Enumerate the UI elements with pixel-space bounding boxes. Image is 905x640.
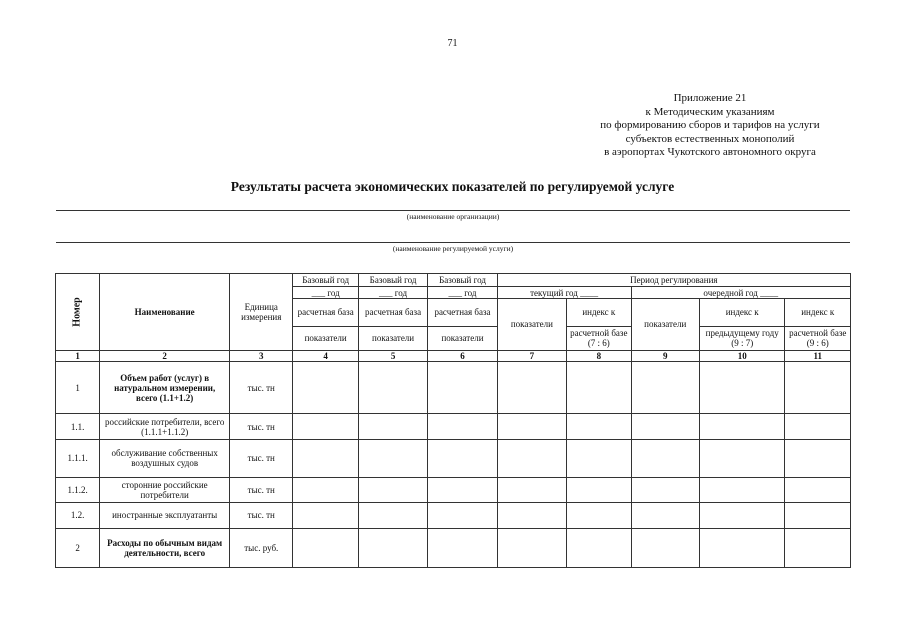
appendix-line: к Методическим указаниям xyxy=(645,105,775,118)
table-row xyxy=(56,414,851,439)
row-name: иностранные эксплуатанты xyxy=(100,503,230,528)
organization-line xyxy=(56,210,850,211)
data-cell xyxy=(358,478,427,503)
data-cell xyxy=(428,528,497,567)
row-unit: тыс. тн xyxy=(230,361,293,414)
data-cell xyxy=(567,414,631,439)
appendix-line: субъектов естественных монополий xyxy=(625,132,795,145)
data-cell xyxy=(293,439,358,477)
data-cell xyxy=(631,439,699,477)
data-cell xyxy=(358,414,427,439)
data-cell xyxy=(358,361,427,414)
data-cell xyxy=(699,414,785,439)
header-calc-base: расчетная база xyxy=(293,299,358,326)
data-cell xyxy=(293,503,358,528)
data-cell xyxy=(699,528,785,567)
column-number: 5 xyxy=(358,350,427,361)
table-row xyxy=(56,439,851,477)
appendix-line: Приложение 21 xyxy=(673,92,747,104)
header-current-year: текущий год ____ xyxy=(497,287,631,299)
header-calc-base: расчетная база xyxy=(428,299,497,326)
row-name: обслуживание собственных воздушных судов xyxy=(100,439,230,477)
header-regulation-period: Период регулирования xyxy=(497,274,850,287)
column-number: 9 xyxy=(631,350,699,361)
column-number: 6 xyxy=(428,350,497,361)
row-unit: тыс. тн xyxy=(230,439,293,477)
header-indicators: показатели xyxy=(358,326,427,350)
data-cell xyxy=(699,478,785,503)
header-calc-base-7-6: расчетной базе (7 : 6) xyxy=(567,326,631,350)
column-number: 2 xyxy=(100,350,230,361)
data-cell xyxy=(293,361,358,414)
data-cell xyxy=(428,414,497,439)
data-cell xyxy=(497,503,566,528)
header-number: Номер xyxy=(56,274,100,351)
header-calc-base-9-6: расчетной базе (9 : 6) xyxy=(785,326,851,350)
header-base-year: Базовый год xyxy=(428,274,497,287)
data-cell xyxy=(699,439,785,477)
data-cell xyxy=(785,528,851,567)
data-cell xyxy=(699,361,785,414)
data-cell xyxy=(631,528,699,567)
row-number: 1.1.2. xyxy=(56,478,100,503)
data-cell xyxy=(785,503,851,528)
header-index-k: индекс к xyxy=(567,299,631,326)
data-cell xyxy=(428,478,497,503)
results-table xyxy=(55,273,851,568)
row-unit: тыс. тн xyxy=(230,478,293,503)
data-cell xyxy=(567,439,631,477)
data-cell xyxy=(497,414,566,439)
row-number: 1.1. xyxy=(56,414,100,439)
appendix-line: в аэропортах Чукотского автономного округа xyxy=(604,146,816,158)
header-next-year: очередной год ____ xyxy=(631,287,850,299)
data-cell xyxy=(785,414,851,439)
data-cell xyxy=(785,361,851,414)
data-cell xyxy=(358,528,427,567)
header-indicators: показатели xyxy=(293,326,358,350)
table-row xyxy=(56,503,851,528)
data-cell xyxy=(293,414,358,439)
row-name: Расходы по обычным видам деятельности, всего xyxy=(100,528,230,567)
appendix-line: по формированию сборов и тарифов на услуги xyxy=(600,119,820,131)
data-cell xyxy=(428,503,497,528)
column-number: 11 xyxy=(785,350,851,361)
header-unit: Единица измерения xyxy=(230,274,293,351)
page-number: 71 xyxy=(447,38,458,49)
row-name: российские потребители, всего (1.1.1+1.1.2) xyxy=(100,414,230,439)
service-line xyxy=(56,242,850,243)
header-base-year-value: ___ год xyxy=(358,287,427,299)
header-indicators-next: показатели xyxy=(631,299,699,351)
data-cell xyxy=(631,503,699,528)
header-base-year: Базовый год xyxy=(358,274,427,287)
column-number: 10 xyxy=(699,350,785,361)
row-number: 1.1.1. xyxy=(56,439,100,477)
header-name: Наименование xyxy=(100,274,230,351)
data-cell xyxy=(567,361,631,414)
data-cell xyxy=(293,478,358,503)
row-unit: тыс. руб. xyxy=(230,528,293,567)
data-cell xyxy=(631,478,699,503)
header-base-year-value: ___ год xyxy=(293,287,358,299)
data-cell xyxy=(497,439,566,477)
data-cell xyxy=(358,503,427,528)
data-cell xyxy=(785,439,851,477)
organization-caption: (наименование организации) xyxy=(406,212,500,221)
data-cell xyxy=(567,503,631,528)
header-prev-year-9-7: предыдущему году (9 : 7) xyxy=(699,326,785,350)
document-title: Результаты расчета экономических показателей по регулируемой услуге xyxy=(230,179,675,194)
row-name: Объем работ (услуг) в натуральном измерении, всего (1.1+1.2) xyxy=(100,361,230,414)
column-number: 7 xyxy=(497,350,566,361)
row-number: 1 xyxy=(56,361,100,414)
data-cell xyxy=(567,528,631,567)
data-cell xyxy=(428,361,497,414)
data-cell xyxy=(631,361,699,414)
data-cell xyxy=(785,478,851,503)
column-number: 4 xyxy=(293,350,358,361)
data-cell xyxy=(567,478,631,503)
column-number: 8 xyxy=(567,350,631,361)
data-cell xyxy=(497,528,566,567)
table-row xyxy=(56,478,851,503)
data-cell xyxy=(699,503,785,528)
header-index-k: индекс к xyxy=(699,299,785,326)
data-cell xyxy=(428,439,497,477)
data-cell xyxy=(293,528,358,567)
table-row xyxy=(56,361,851,414)
header-base-year-value: ___ год xyxy=(428,287,497,299)
table-row xyxy=(56,528,851,567)
row-unit: тыс. тн xyxy=(230,503,293,528)
service-caption: (наименование регулируемой услуги) xyxy=(392,244,514,253)
column-number: 3 xyxy=(230,350,293,361)
data-cell xyxy=(497,361,566,414)
data-cell xyxy=(497,478,566,503)
row-number: 1.2. xyxy=(56,503,100,528)
header-calc-base: расчетная база xyxy=(358,299,427,326)
data-cell xyxy=(358,439,427,477)
column-number: 1 xyxy=(56,350,100,361)
row-name: сторонние российские потребители xyxy=(100,478,230,503)
data-cell xyxy=(631,414,699,439)
header-indicators-current: показатели xyxy=(497,299,566,351)
row-number: 2 xyxy=(56,528,100,567)
appendix-reference xyxy=(560,92,860,160)
header-index-k: индекс к xyxy=(785,299,851,326)
header-base-year: Базовый год xyxy=(293,274,358,287)
header-indicators: показатели xyxy=(428,326,497,350)
row-unit: тыс. тн xyxy=(230,414,293,439)
